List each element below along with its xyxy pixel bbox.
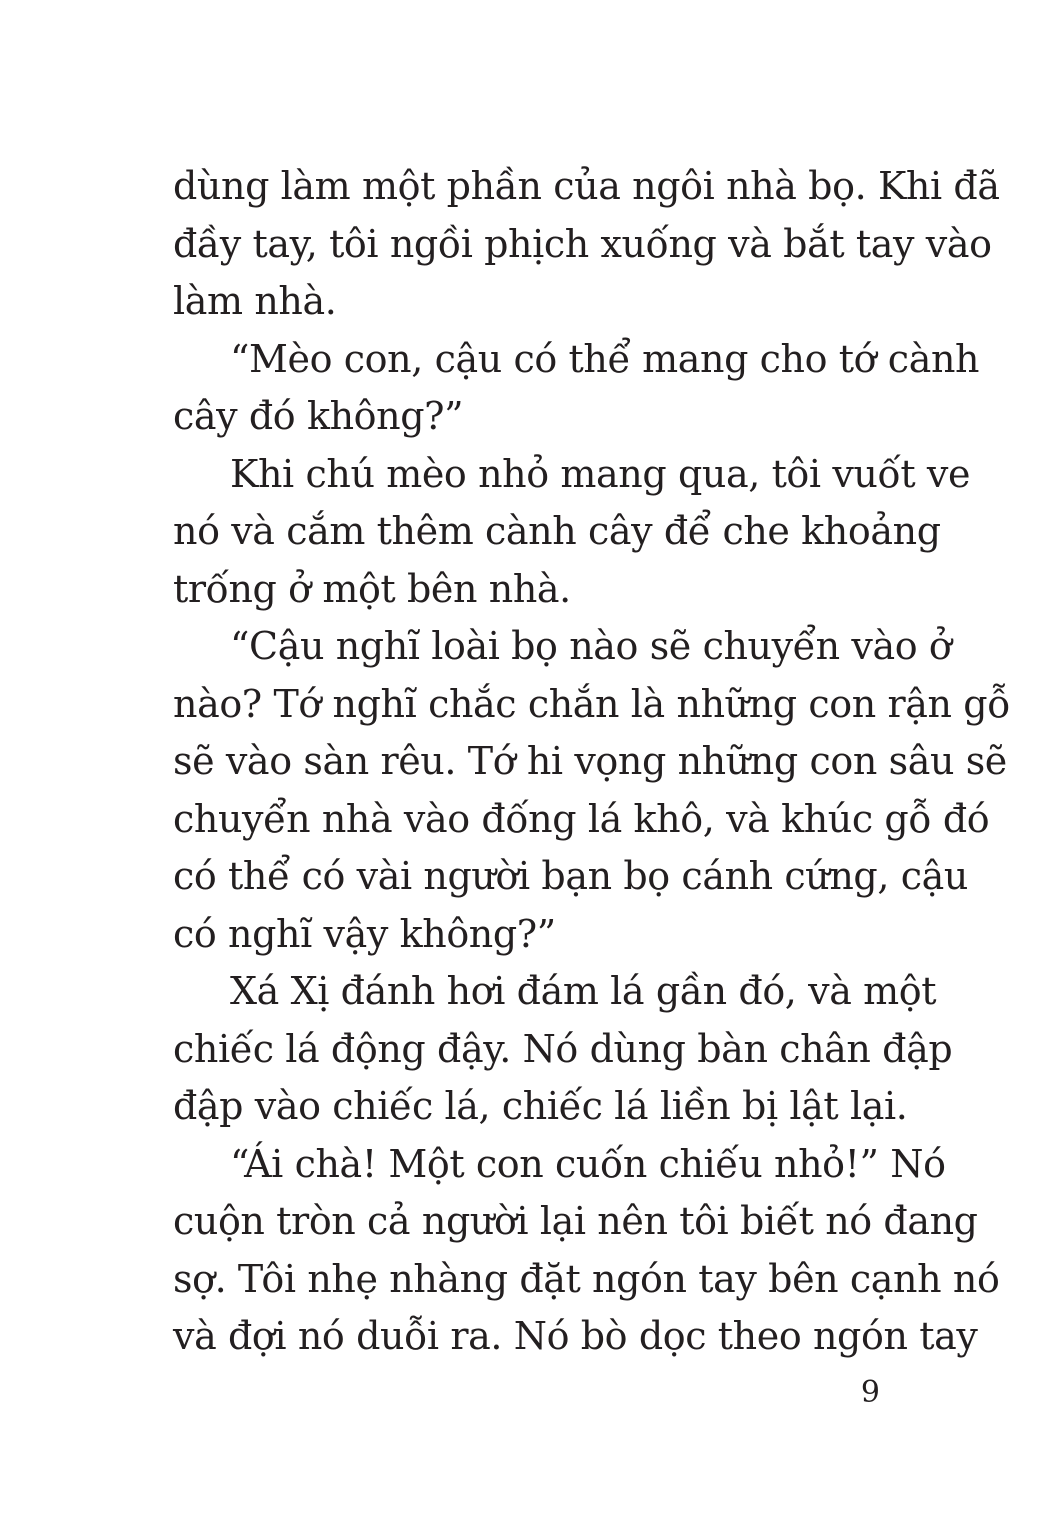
text-line: chuyển nhà vào đống lá khô, và khúc gỗ đó <box>173 796 990 841</box>
text-line: trống ở một bên nhà. <box>173 566 571 611</box>
text-line: có thể có vài người bạn bọ cánh cứng, cậu <box>173 854 968 898</box>
text-line: sẽ vào sàn rêu. Tớ hi vọng những con sâu sẽ <box>173 739 1007 783</box>
text-line: làm nhà. <box>173 279 337 323</box>
page-number: 9 <box>860 1375 880 1410</box>
text-line: cây đó không?” <box>173 394 464 438</box>
text-line: Xá Xị đánh hơi đám lá gần đó, và một <box>230 969 937 1013</box>
text-line: “Cậu nghĩ loài bọ nào sẽ chuyển vào ở <box>230 624 952 668</box>
text-line: cuộn tròn cả người lại nên tôi biết nó đang <box>173 1199 978 1243</box>
text-lines <box>173 158 1011 1366</box>
text-line: “Mèo con, cậu có thể mang cho tớ cành <box>230 336 980 381</box>
text-line: dùng làm một phần của ngôi nhà bọ. Khi đã <box>173 164 1000 208</box>
text-line: đập vào chiếc lá, chiếc lá liền bị lật lại. <box>173 1084 908 1128</box>
text-line: và đợi nó duỗi ra. Nó bò dọc theo ngón tay <box>173 1314 978 1358</box>
text-line: chiếc lá động đậy. Nó dùng bàn chân đập <box>173 1026 953 1071</box>
text-line: Khi chú mèo nhỏ mang qua, tôi vuốt ve <box>230 451 971 496</box>
body-text <box>173 158 1011 1366</box>
text-line: có nghĩ vậy không?” <box>173 911 556 956</box>
text-line: đầy tay, tôi ngồi phịch xuống và bắt tay vào <box>173 221 992 266</box>
text-line: sợ. Tôi nhẹ nhàng đặt ngón tay bên cạnh nó <box>173 1256 1000 1301</box>
text-line: nó và cắm thêm cành cây để che khoảng <box>173 509 941 553</box>
text-line: nào? Tớ nghĩ chắc chắn là những con rận gỗ <box>173 681 1011 726</box>
text-line: “Ái chà! Một con cuốn chiếu nhỏ!” Nó <box>230 1141 946 1186</box>
